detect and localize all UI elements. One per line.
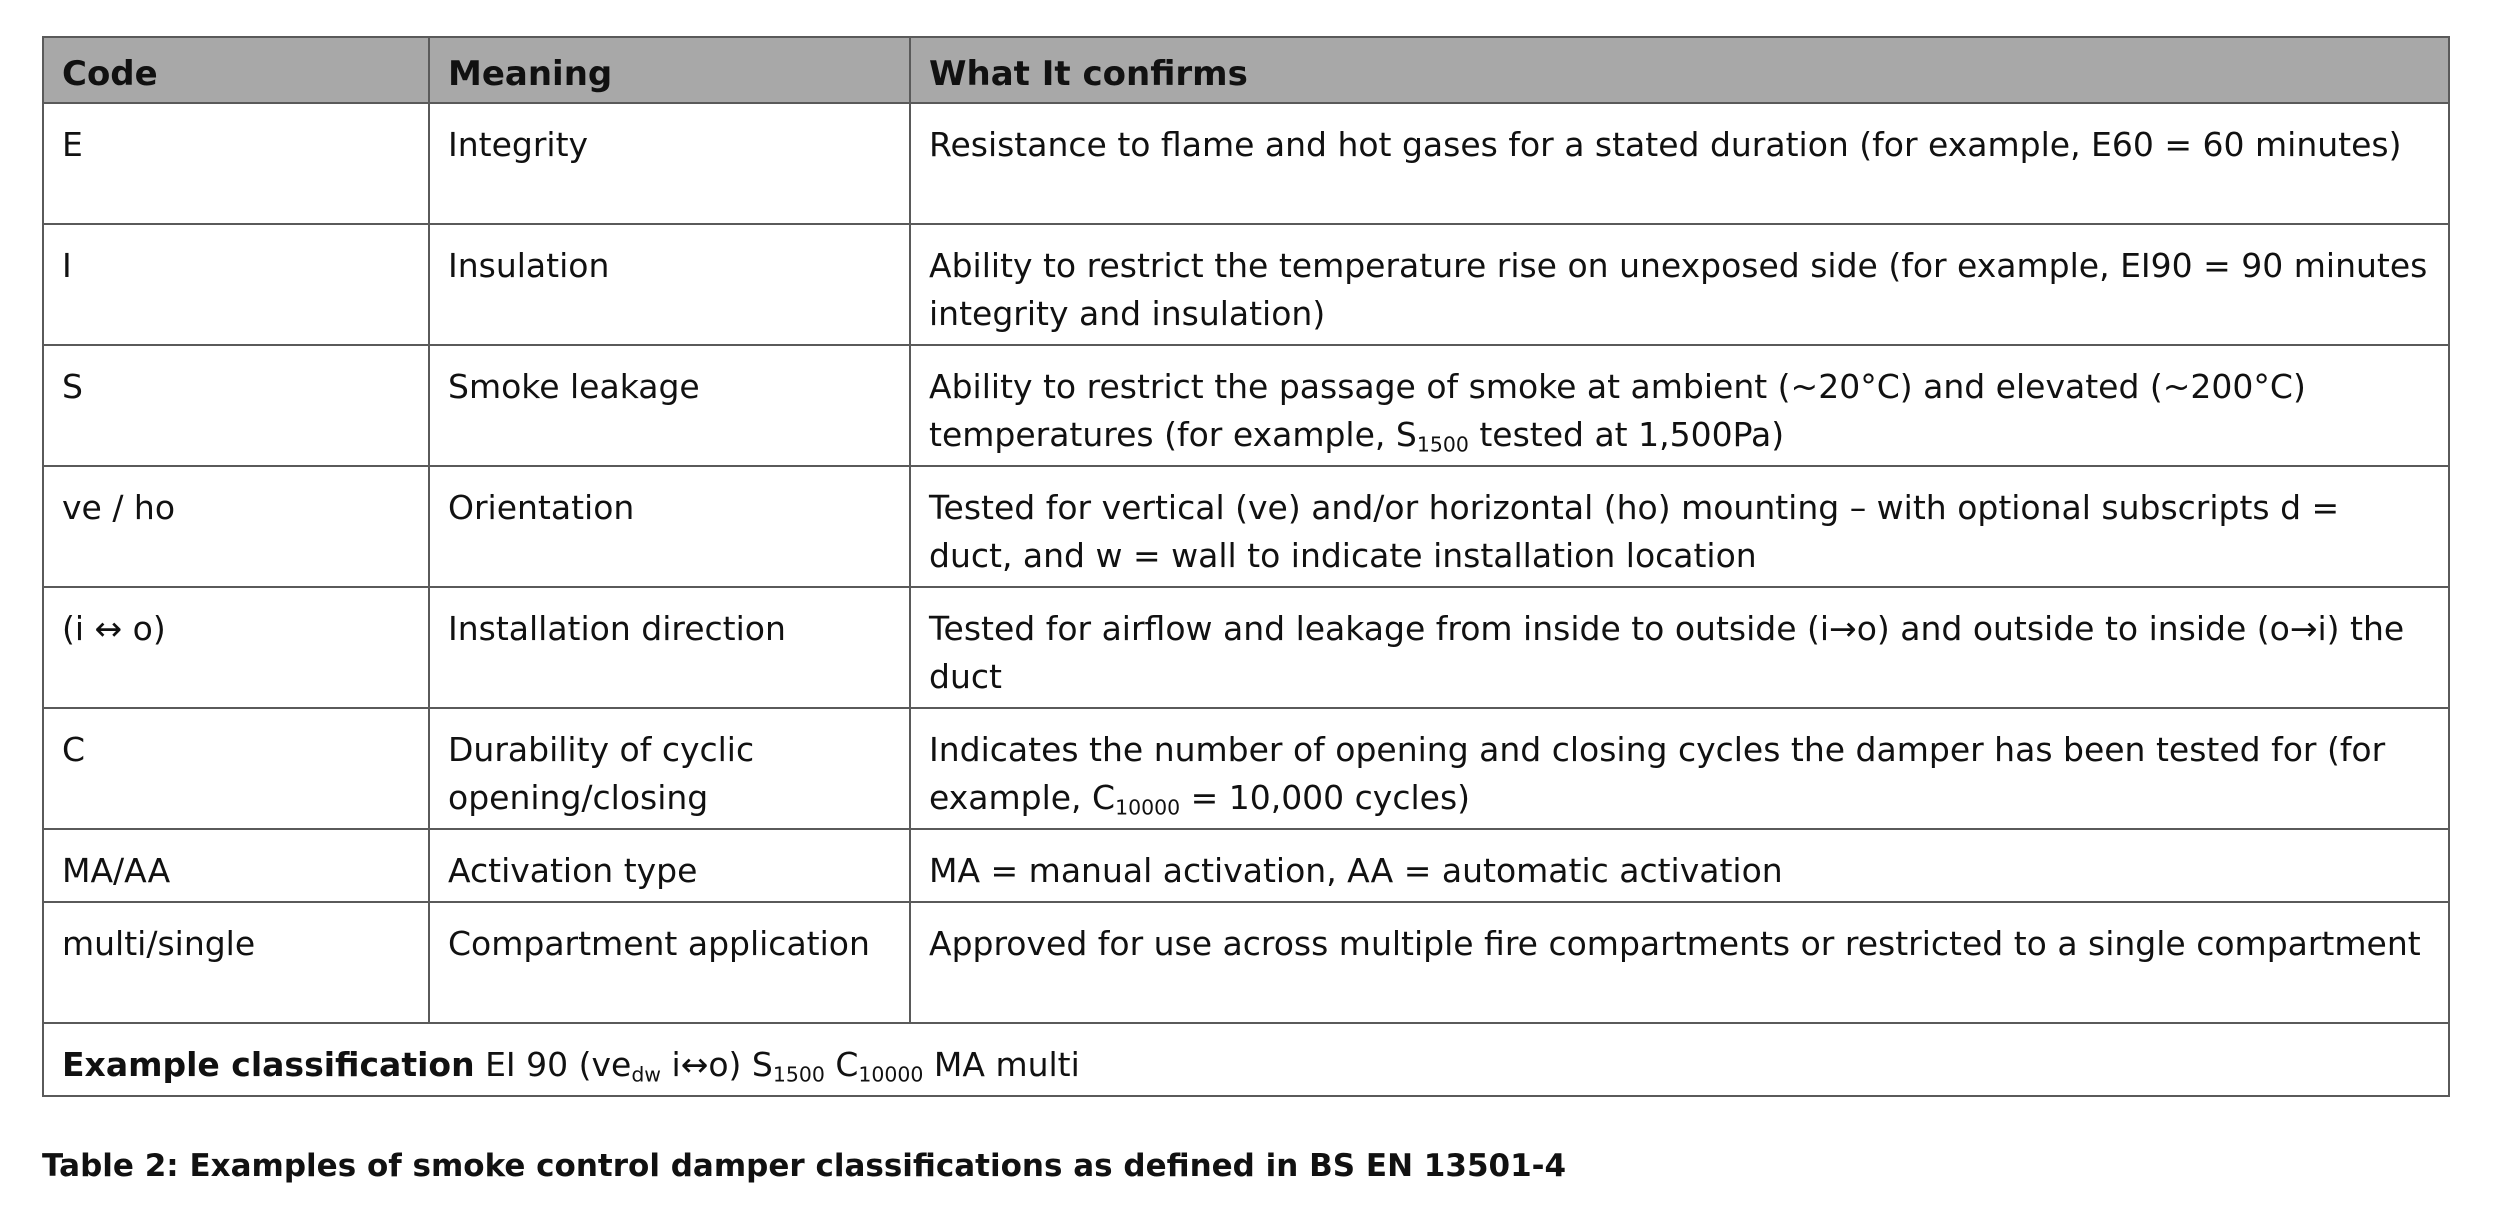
cell-confirms [910,345,2449,466]
example-subscript: dw [631,1062,662,1087]
classification-table [42,36,2450,1097]
cell-code: (i ↔ o) [43,587,429,708]
header-meaning: Meaning [429,37,910,103]
cell-meaning: Installation direction [429,587,910,708]
caption-text: Examples of smoke control damper classifications as defined in BS EN 13501-4 [178,1148,1567,1184]
confirms-subscript: 10000 [1115,795,1181,820]
table-row [43,902,2449,1023]
example-classification-cell [43,1023,2449,1096]
table-header-row [43,37,2449,103]
confirms-text-end: tested at 1,500Pa) [1468,415,1785,454]
example-subscript: 1500 [772,1062,825,1087]
confirms-text-end: = 10,000 cycles) [1180,778,1471,817]
cell-confirms: MA = manual activation, AA = automatic activation [910,829,2449,902]
cell-confirms: Resistance to flame and hot gases for a stated duration (for example, E60 = 60 minutes) [910,103,2449,224]
example-subscript: 10000 [858,1062,924,1087]
example-part: MA multi [923,1045,1080,1084]
example-part: EI 90 (ve [474,1045,632,1084]
cell-code: ve / ho [43,466,429,587]
example-classification-row [43,1023,2449,1096]
cell-confirms: Approved for use across multiple fire compartments or restricted to a single compartment [910,902,2449,1023]
table-row [43,224,2449,345]
cell-confirms: Tested for airflow and leakage from inside to outside (i→o) and outside to inside (o→i) the duct [910,587,2449,708]
cell-meaning: Smoke leakage [429,345,910,466]
cell-confirms: Ability to restrict the temperature rise on unexposed side (for example, EI90 = 90 minutes integrity and insulation) [910,224,2449,345]
header-code: Code [43,37,429,103]
cell-code: multi/single [43,902,429,1023]
cell-meaning: Activation type [429,829,910,902]
cell-confirms [910,708,2449,829]
cell-code: I [43,224,429,345]
confirms-text-start: Indicates the number of opening and closing cycles the damper has been tested for (for example, C [929,730,2386,817]
cell-code: S [43,345,429,466]
cell-meaning: Durability of cyclic opening/closing [429,708,910,829]
example-part: C [824,1045,859,1084]
confirms-subscript: 1500 [1416,432,1469,457]
cell-meaning: Insulation [429,224,910,345]
table-row [43,466,2449,587]
header-what-it-confirms: What It confirms [910,37,2449,103]
cell-code: C [43,708,429,829]
cell-confirms: Tested for vertical (ve) and/or horizontal (ho) mounting – with optional subscripts d = duct, and w = wall to indicate installation location [910,466,2449,587]
table-caption [42,1146,1566,1186]
example-part: i↔o) S [661,1045,773,1084]
cell-meaning: Integrity [429,103,910,224]
table-row [43,345,2449,466]
cell-code: E [43,103,429,224]
table-row [43,587,2449,708]
confirms-text-start: Ability to restrict the passage of smoke at ambient (~20°C) and elevated (~200°C) temperatures (for example, S [929,367,2306,454]
table-row [43,103,2449,224]
cell-meaning: Orientation [429,466,910,587]
table-row [43,708,2449,829]
example-label: Example classification [62,1045,475,1084]
classification-table-container [42,36,2448,1097]
cell-meaning: Compartment application [429,902,910,1023]
table-row [43,829,2449,902]
caption-label: Table 2: [42,1148,179,1184]
cell-code: MA/AA [43,829,429,902]
